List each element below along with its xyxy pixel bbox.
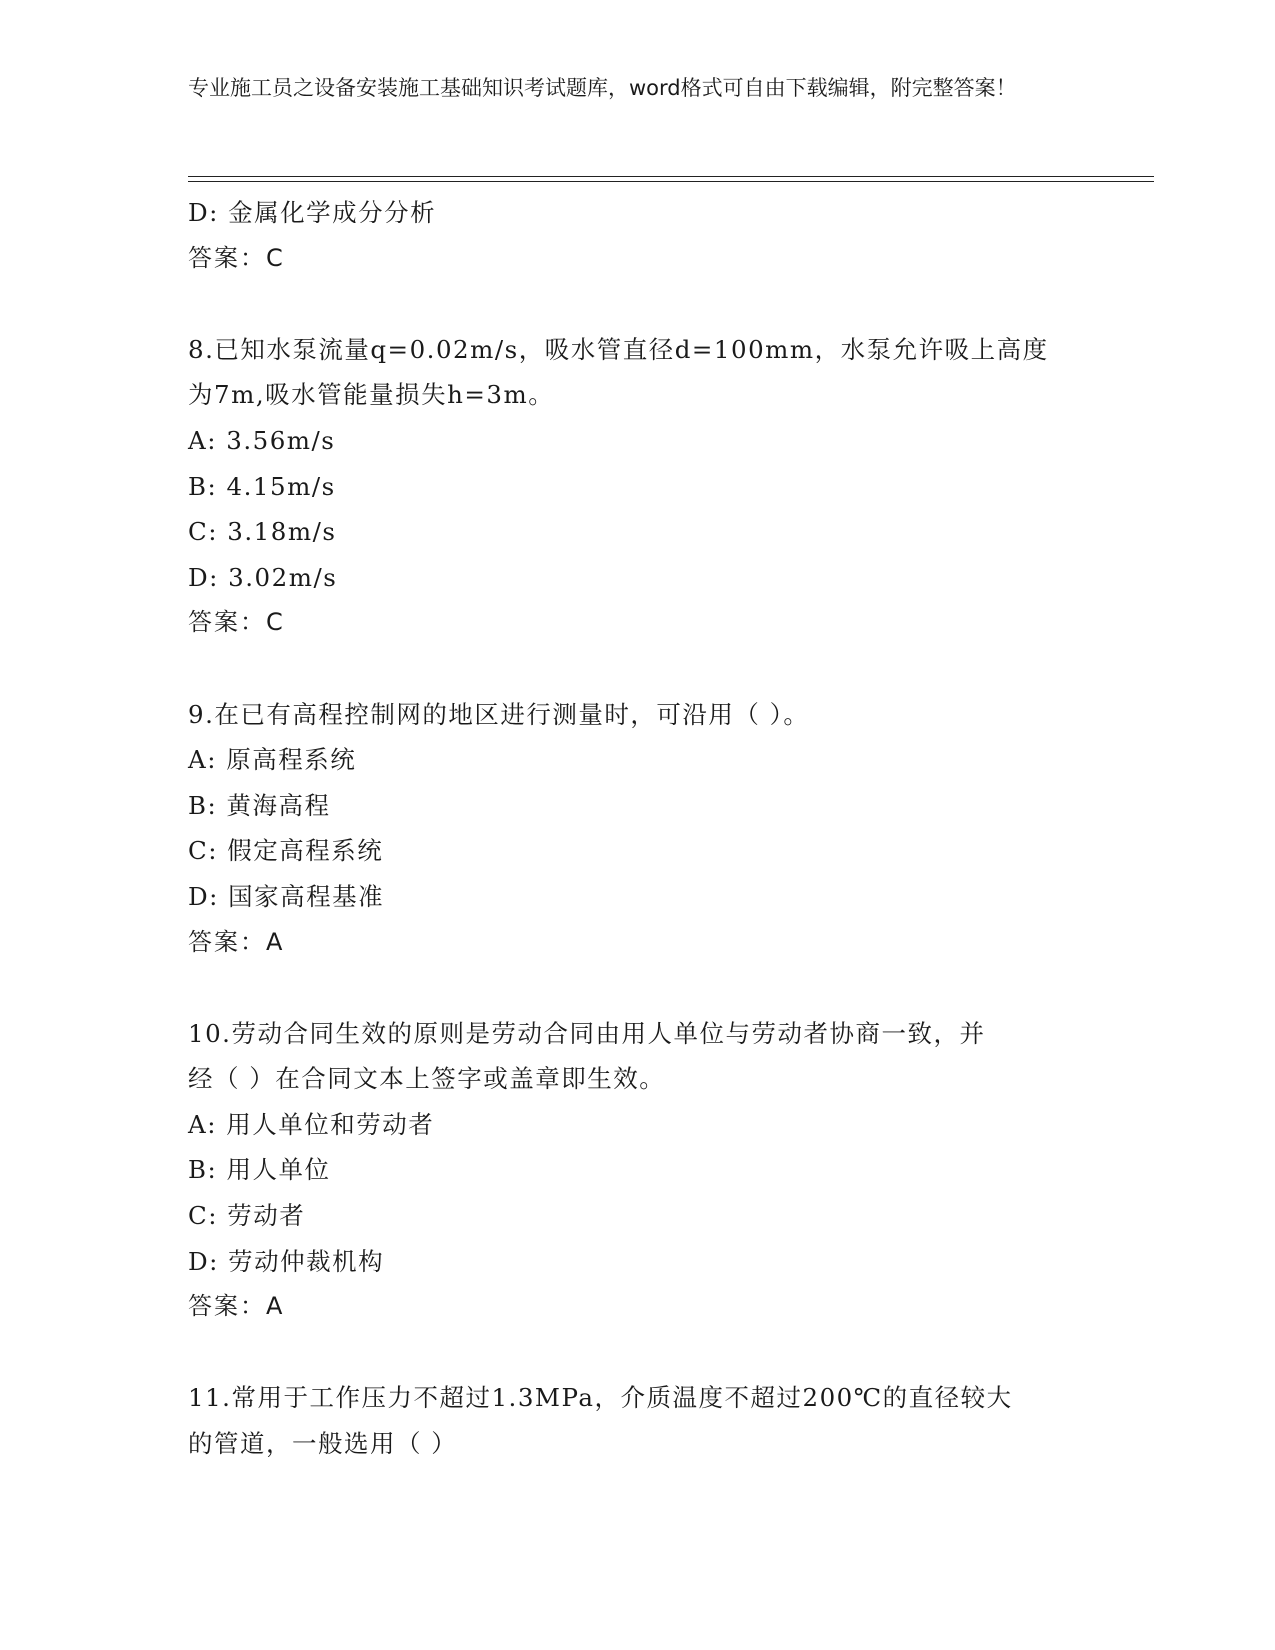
question-stem-continued: 为7m,吸水管能量损失h=3m。 [188,380,555,410]
option-c: C: 劳动者 [188,1201,306,1231]
option-b: B: 黄海高程 [188,790,331,820]
question-stem: 9.在已有高程控制网的地区进行测量时，可沿用（ ）。 [188,699,810,729]
header-rule-top [188,176,1154,177]
option-d: D: 3.02m/s [188,562,338,592]
question-item [188,1375,1088,1466]
option-d: D: 金属化学成分分析 [188,198,437,227]
question-stem: 10.劳动合同生效的原则是劳动合同由用人单位与劳动者协商一致，并 [188,1018,986,1048]
question-stem: 11.常用于工作压力不超过1.3MPa，介质温度不超过200℃的直径较大 [188,1383,1013,1413]
question-stem-continued: 经（ ）在合同文本上签字或盖章即生效。 [188,1064,666,1094]
document-header: 专业施工员之设备安装施工基础知识考试题库，word格式可自由下载编辑，附完整答案！ [188,76,1017,100]
spacer [188,1330,1088,1376]
option-a: A: 用人单位和劳动者 [188,1109,435,1139]
question-content [188,190,1088,1467]
option-b: B: 4.15m/s [188,471,336,501]
option-c: C: 假定高程系统 [188,836,384,866]
option-c: C: 3.18m/s [188,517,337,547]
spacer [188,646,1088,692]
option-a: A: 原高程系统 [188,745,357,775]
answer-line: 答案：C [188,243,285,272]
option-a: A: 3.56m/s [188,425,336,455]
question-stem-continued: 的管道，一般选用（ ） [188,1429,458,1459]
question-item [188,692,1088,966]
answer-line: 答案：C [188,608,285,637]
answer-line: 答案：A [188,927,285,956]
answer-line: 答案：A [188,1292,285,1321]
option-b: B: 用人单位 [188,1155,331,1185]
option-d: D: 国家高程基准 [188,881,385,911]
question-stem: 8.已知水泵流量q=0.02m/s，吸水管直径d=100mm，水泵允许吸上高度 [188,334,1049,364]
spacer [188,965,1088,1011]
spacer [188,281,1088,327]
header-rule-bottom [188,181,1154,182]
question-item [188,327,1088,646]
option-d: D: 劳动仲裁机构 [188,1246,385,1276]
question-item [188,1011,1088,1330]
